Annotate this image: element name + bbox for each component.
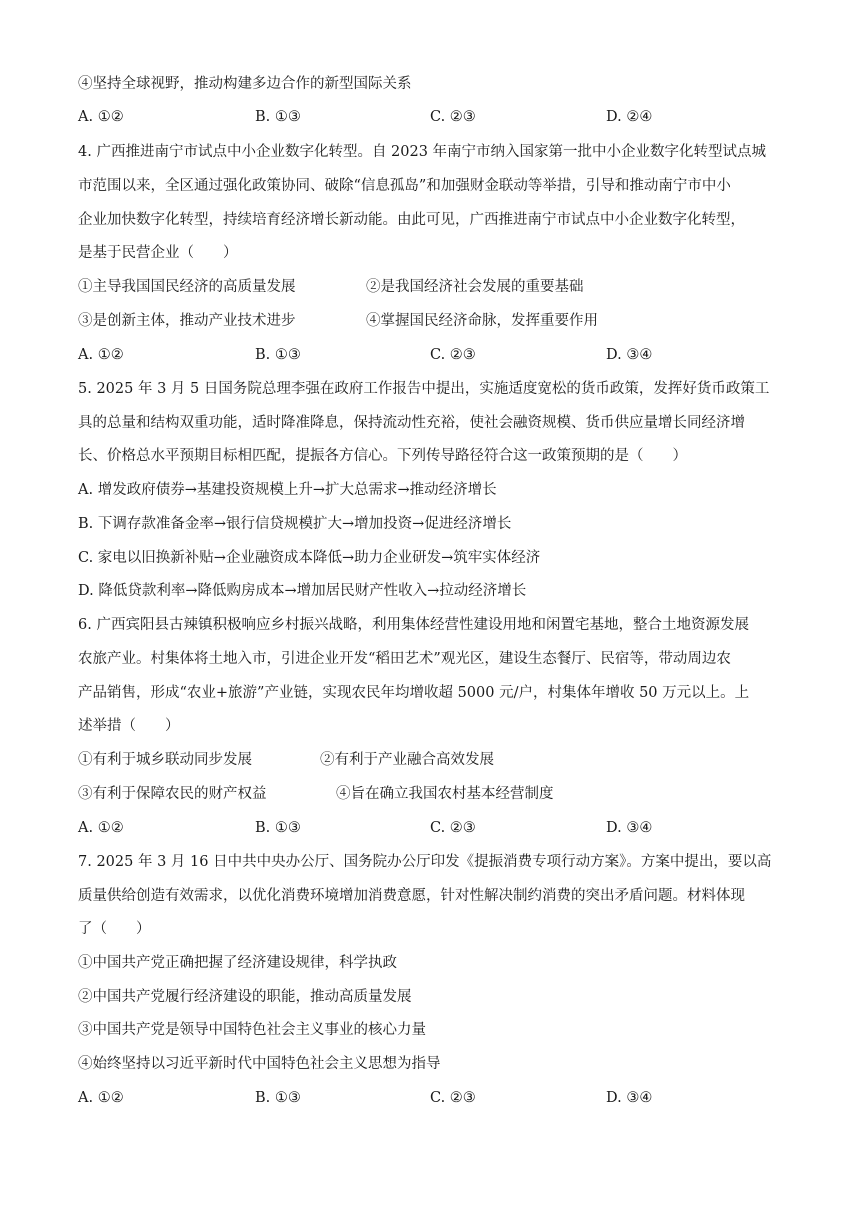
q6-stem-line: 6. 广西宾阳县古辣镇积极响应乡村振兴战略，利用集体经营性建设用地和闲置宅基地，整合土地资源发展 (78, 617, 749, 633)
q5-stem-line: 长、价格总水平预期目标相匹配，提振各方信心。下列传导路径符合这一政策预期的是（ ） (78, 448, 687, 464)
q4-stem-line: 市范围以来，全区通过强化政策协同、破除“信息孤岛”和加强财金联动等举措，引导和推动南宁市中小 (78, 178, 731, 194)
q5-option-d[interactable]: D. 降低贷款利率→降低购房成本→增加居民财产性收入→拉动经济增长 (78, 583, 527, 599)
q6-stem-line: 农旅产业。村集体将土地入市，引进企业开发“稻田艺术”观光区，建设生态餐厅、民宿等，带动周边农 (78, 651, 731, 667)
q7-stem-line: 质量供给创造有效需求，以优化消费环境增加消费意愿，针对性解决制约消费的突出矛盾问题。材料体现 (78, 888, 745, 904)
q7-item-4: ④始终坚持以习近平新时代中国特色社会主义思想为指导 (78, 1056, 441, 1072)
q4-option-c[interactable]: C. ②③ (430, 347, 476, 363)
q4-item-2: ②是我国经济社会发展的重要基础 (366, 279, 584, 295)
q4-option-a[interactable]: A. ①② (78, 347, 124, 363)
q6-item-4: ④旨在确立我国农村基本经营制度 (336, 786, 554, 802)
q4-option-d[interactable]: D. ③④ (606, 347, 653, 363)
q7-item-1: ①中国共产党正确把握了经济建设规律，科学执政 (78, 955, 397, 971)
q7-option-b[interactable]: B. ①③ (255, 1090, 301, 1106)
q4-stem-line: 是基于民营企业（ ） (78, 245, 238, 261)
q5-stem-line: 5. 2025 年 3 月 5 日国务院总理李强在政府工作报告中提出，实施适度宽松的货币政策，发挥好货币政策工 (78, 381, 770, 397)
q6-item-3: ③有利于保障农民的财产权益 (78, 786, 267, 802)
q7-stem-line: 7. 2025 年 3 月 16 日中共中央办公厅、国务院办公厅印发《提振消费专项行动方案》。方案中提出，要以高 (78, 854, 772, 870)
q7-option-a[interactable]: A. ①② (78, 1090, 124, 1106)
q3-option-c[interactable]: C. ②③ (430, 109, 476, 125)
q5-option-a[interactable]: A. 增发政府债券→基建投资规模上升→扩大总需求→推动经济增长 (78, 482, 497, 498)
q3-option-d[interactable]: D. ②④ (606, 109, 653, 125)
q3-option-b[interactable]: B. ①③ (255, 109, 301, 125)
q4-option-b[interactable]: B. ①③ (255, 347, 301, 363)
q5-option-b[interactable]: B. 下调存款准备金率→银行信贷规模扩大→增加投资→促进经济增长 (78, 516, 512, 532)
q6-option-b[interactable]: B. ①③ (255, 820, 301, 836)
q7-option-d[interactable]: D. ③④ (606, 1090, 653, 1106)
q6-stem-line: 述举措（ ） (78, 718, 180, 734)
q6-stem-line: 产品销售，形成“农业+旅游”产业链，实现农民年均增收超 5000 元/户，村集体年增收 50 万元以上。上 (78, 685, 750, 701)
q4-item-3: ③是创新主体，推动产业技术进步 (78, 313, 296, 329)
q5-option-c[interactable]: C. 家电以旧换新补贴→企业融资成本降低→助力企业研发→筑牢实体经济 (78, 550, 541, 566)
q6-option-a[interactable]: A. ①② (78, 820, 124, 836)
q3-item-4: ④坚持全球视野，推动构建多边合作的新型国际关系 (78, 76, 412, 92)
q4-stem-line: 4. 广西推进南宁市试点中小企业数字化转型。自 2023 年南宁市纳入国家第一批中小企业数字化转型试点城 (78, 144, 767, 160)
q6-option-c[interactable]: C. ②③ (430, 820, 476, 836)
q6-item-2: ②有利于产业融合高效发展 (320, 752, 494, 768)
q4-item-1: ①主导我国国民经济的高质量发展 (78, 279, 296, 295)
q7-option-c[interactable]: C. ②③ (430, 1090, 476, 1106)
q5-stem-line: 具的总量和结构双重功能，适时降准降息，保持流动性充裕，使社会融资规模、货币供应量增长同经济增 (78, 415, 745, 431)
q6-option-d[interactable]: D. ③④ (606, 820, 653, 836)
q7-item-3: ③中国共产党是领导中国特色社会主义事业的核心力量 (78, 1022, 426, 1038)
q6-item-1: ①有利于城乡联动同步发展 (78, 752, 252, 768)
q4-stem-line: 企业加快数字化转型，持续培育经济增长新动能。由此可见，广西推进南宁市试点中小企业数字化转型， (78, 212, 745, 228)
q4-item-4: ④掌握国民经济命脉，发挥重要作用 (366, 313, 598, 329)
q3-option-a[interactable]: A. ①② (78, 109, 124, 125)
q7-item-2: ②中国共产党履行经济建设的职能，推动高质量发展 (78, 989, 412, 1005)
q7-stem-line: 了（ ） (78, 921, 151, 937)
